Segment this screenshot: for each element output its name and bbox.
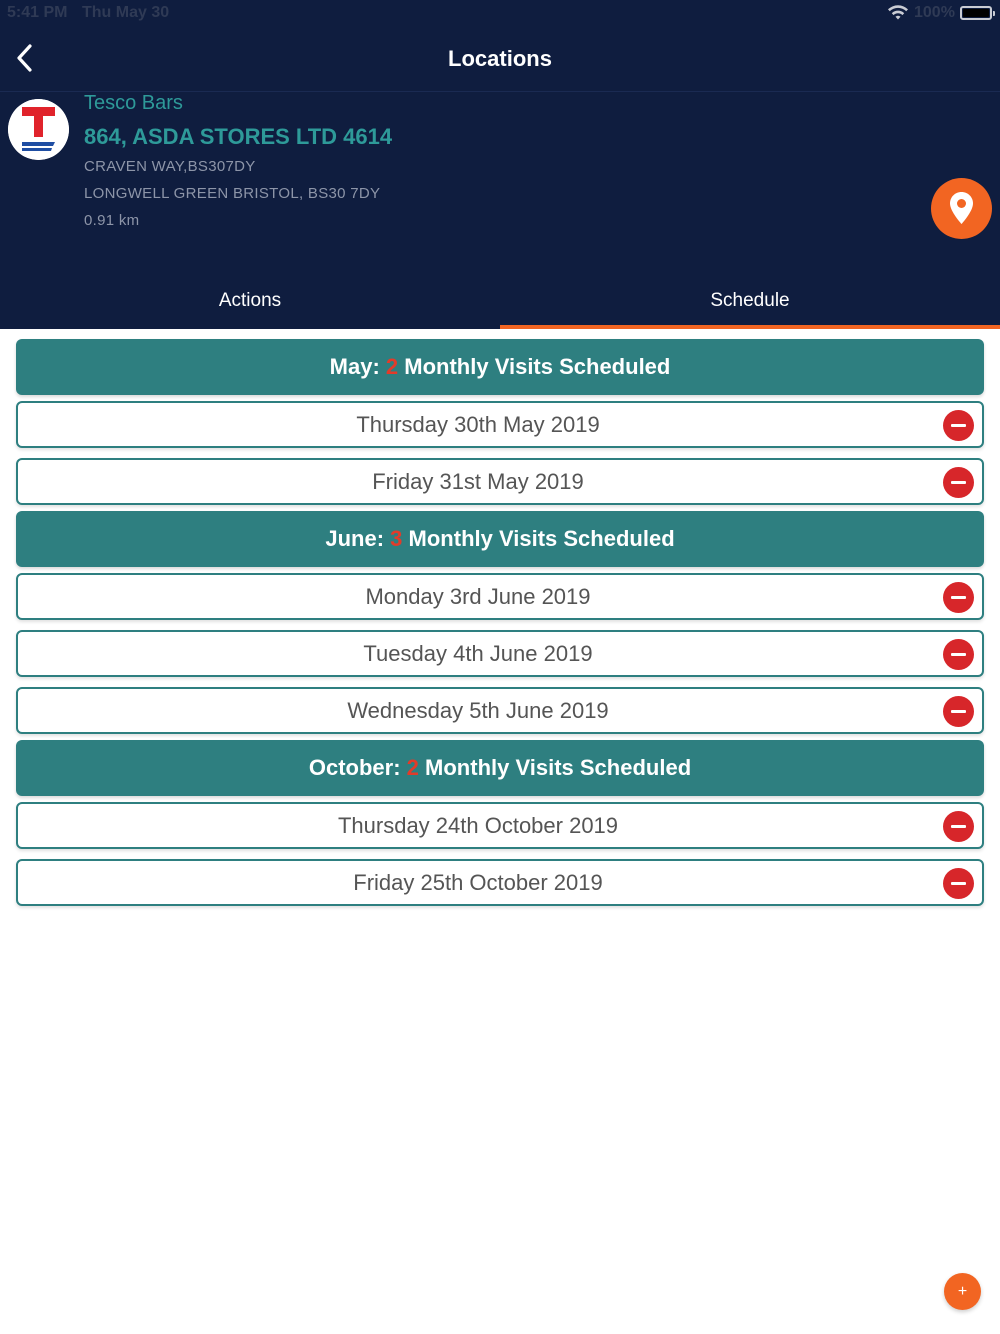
- remove-visit-button[interactable]: [943, 639, 974, 670]
- distance: 0.91 km: [84, 212, 140, 229]
- visit-row[interactable]: [16, 401, 984, 448]
- store-logo: [8, 99, 69, 160]
- tab-schedule[interactable]: [500, 270, 1000, 329]
- visit-row[interactable]: [16, 859, 984, 906]
- month-label: June:: [325, 526, 385, 551]
- map-pin-icon: [931, 178, 992, 239]
- visit-date: Tuesday 4th June 2019: [363, 641, 593, 666]
- battery-percent: 100%: [914, 4, 955, 21]
- battery-icon: [960, 6, 992, 20]
- month-suffix: Monthly Visits Scheduled: [408, 526, 675, 551]
- visit-date: Monday 3rd June 2019: [365, 584, 591, 609]
- month-suffix: Monthly Visits Scheduled: [425, 755, 692, 780]
- visit-date: Thursday 24th October 2019: [337, 813, 619, 838]
- month-suffix: Monthly Visits Scheduled: [404, 354, 671, 379]
- month-label: May:: [329, 354, 380, 379]
- status-bar: [0, 0, 1000, 26]
- wifi-icon: [886, 2, 910, 22]
- map-button[interactable]: [931, 178, 992, 239]
- tab-actions-label: Actions: [218, 290, 282, 311]
- location-name: Tesco Bars: [84, 92, 183, 114]
- tab-actions[interactable]: [0, 270, 500, 329]
- visit-count: 2: [385, 354, 399, 379]
- status-date: Thu May 30: [82, 4, 170, 21]
- visit-row[interactable]: [16, 802, 984, 849]
- month-header-june: [16, 511, 984, 567]
- visit-date: Friday 25th October 2019: [353, 870, 603, 895]
- month-label: October:: [308, 755, 401, 780]
- nav-bar: [0, 26, 1000, 92]
- visit-row[interactable]: [16, 687, 984, 734]
- visit-row[interactable]: [16, 573, 984, 620]
- month-header-may: [16, 339, 984, 395]
- visit-date: Thursday 30th May 2019: [356, 412, 600, 437]
- month-header-october: [16, 740, 984, 796]
- plus-icon: +: [957, 1283, 968, 1300]
- add-visit-button[interactable]: [944, 1273, 981, 1310]
- remove-visit-button[interactable]: [943, 696, 974, 727]
- remove-visit-button[interactable]: [943, 582, 974, 613]
- visit-count: 3: [390, 526, 403, 551]
- visit-row[interactable]: [16, 458, 984, 505]
- tab-selected-indicator: [500, 325, 1000, 329]
- page-title: Locations: [448, 46, 552, 71]
- remove-visit-button[interactable]: [943, 811, 974, 842]
- address-line-2: LONGWELL GREEN BRISTOL, BS30 7DY: [84, 185, 381, 202]
- visit-date: Wednesday 5th June 2019: [347, 698, 609, 723]
- remove-visit-button[interactable]: [943, 868, 974, 899]
- remove-visit-button[interactable]: [943, 410, 974, 441]
- visit-row[interactable]: [16, 630, 984, 677]
- tab-bar: [0, 270, 1000, 329]
- status-time: 5:41 PM: [7, 4, 68, 21]
- address-line-1: CRAVEN WAY,BS307DY: [84, 158, 256, 175]
- remove-visit-button[interactable]: [943, 467, 974, 498]
- visit-count: 2: [406, 755, 419, 780]
- tesco-logo-icon: [8, 99, 69, 160]
- tab-schedule-label: Schedule: [710, 290, 790, 311]
- visit-date: Friday 31st May 2019: [372, 469, 584, 494]
- store-name: 864, ASDA STORES LTD 4614: [84, 124, 393, 149]
- location-header: [0, 0, 1000, 329]
